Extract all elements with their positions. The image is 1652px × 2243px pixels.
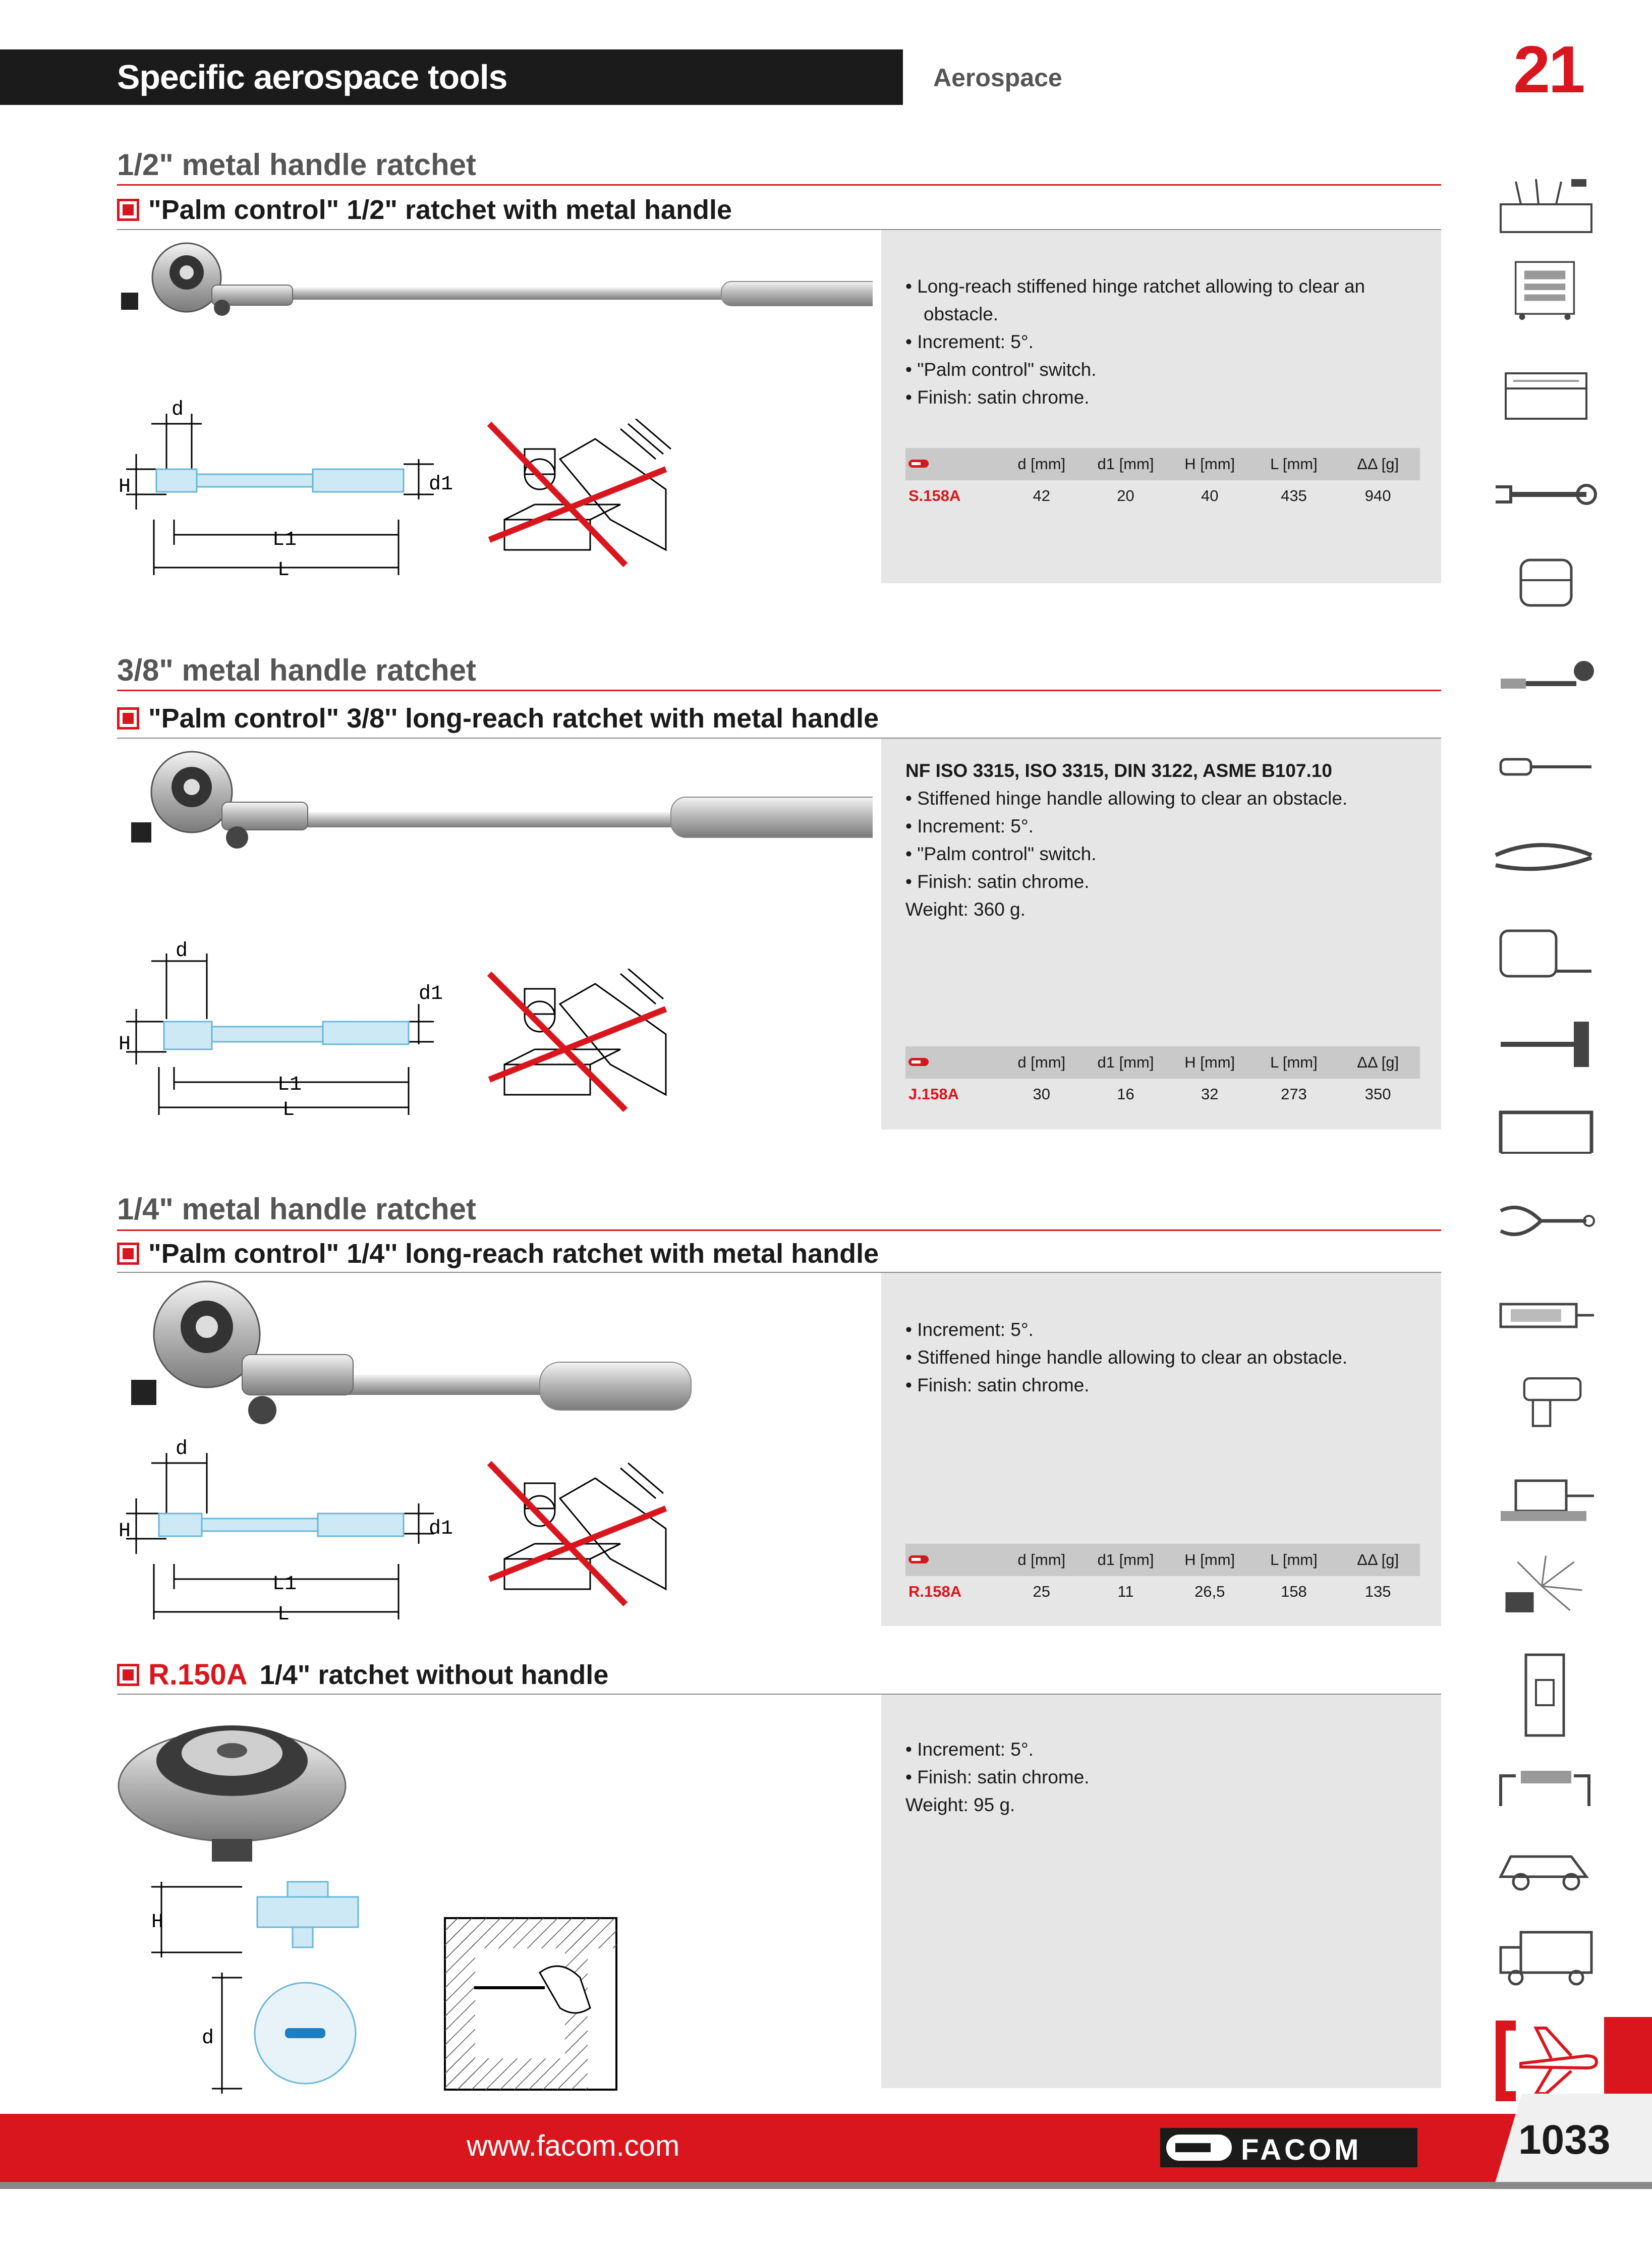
cell-h: 40	[1201, 487, 1219, 504]
puller-icon	[1491, 1191, 1599, 1251]
ratchet-photo	[116, 747, 873, 873]
cell-l: 158	[1281, 1583, 1307, 1600]
product-title	[117, 1238, 879, 1269]
dimension-diagram	[116, 394, 469, 580]
col-d: d [mm]	[1017, 1551, 1066, 1568]
feature-item: • Stiffened hinge handle allowing to clear an obstacle.	[905, 788, 1348, 809]
col-l: L [mm]	[1270, 1551, 1318, 1568]
spec-table-header	[905, 1544, 1420, 1576]
feature-item: • Increment: 5°.	[905, 1319, 1034, 1340]
ratchet-head-photo	[113, 1710, 351, 1867]
cell-d1: 16	[1117, 1085, 1134, 1103]
dim-label-d: d	[176, 940, 188, 963]
product-title-text: "Palm control" 1/4'' long-reach ratchet with metal handle	[148, 1239, 879, 1269]
electrical-icon	[1491, 1650, 1599, 1741]
spec-table-header	[905, 1046, 1420, 1079]
tool-cabinet-icon	[1491, 260, 1599, 320]
feature-list	[905, 1735, 1090, 1819]
col-l: L [mm]	[1270, 455, 1318, 473]
weight-icon: ΔΔ	[1357, 1053, 1382, 1071]
dimension-diagram	[116, 938, 469, 1120]
combination-wrench-icon	[1491, 464, 1599, 525]
dim-label-d1: d1	[429, 1518, 453, 1540]
product-marker-icon	[117, 707, 139, 730]
col-d1: d1 [mm]	[1097, 455, 1154, 473]
safety-icon	[1491, 1554, 1599, 1614]
cell-weight: 135	[1364, 1583, 1391, 1600]
dim-label-d: d	[202, 2027, 214, 2050]
cell-l: 273	[1281, 1085, 1307, 1103]
feature-item: • Finish: satin chrome.	[905, 871, 1090, 892]
chapter-number: 21	[1513, 32, 1583, 106]
dim-label-h: H	[151, 1911, 164, 1934]
electronic-tester-icon	[1491, 1284, 1599, 1344]
spec-table	[905, 1046, 1420, 1110]
product-ref: J.158A	[908, 1085, 959, 1103]
tool-case-icon	[1491, 363, 1599, 424]
col-weight: ΔΔ [g]	[1357, 455, 1399, 473]
screwdriver-icon	[1491, 737, 1599, 797]
hammer-icon	[1491, 1014, 1599, 1075]
col-h: H [mm]	[1184, 455, 1235, 473]
dim-label-d: d	[172, 399, 184, 421]
dim-label-l: L	[277, 559, 290, 580]
weight-text: Weight: 360 g.	[905, 899, 1026, 920]
facom-mini-logo-icon	[908, 458, 932, 469]
dim-label-l: L	[282, 1099, 295, 1120]
table-row	[905, 1576, 1420, 1607]
col-d: d [mm]	[1017, 1053, 1066, 1071]
col-d1: d1 [mm]	[1097, 1053, 1154, 1071]
table-row	[905, 480, 1420, 512]
dim-label-d1: d1	[419, 983, 443, 1005]
vice-icon	[1491, 1466, 1599, 1526]
feature-list	[905, 1316, 1347, 1399]
dim-label-h: H	[119, 476, 131, 498]
cell-d: 25	[1033, 1583, 1051, 1600]
product-marker-icon	[117, 1664, 139, 1686]
footer-stripe	[0, 2182, 1652, 2189]
cell-d: 42	[1033, 487, 1051, 504]
section-divider	[117, 184, 1441, 186]
product-ref: S.158A	[908, 487, 961, 504]
product-ref: R.158A	[908, 1583, 962, 1600]
cell-weight: 350	[1364, 1085, 1391, 1103]
dim-label-d: d	[176, 1438, 188, 1461]
feature-item: • "Palm control" switch.	[905, 359, 1097, 380]
facom-mini-logo-icon	[908, 1554, 932, 1565]
car-icon	[1491, 1836, 1599, 1897]
spec-table	[905, 1544, 1420, 1607]
ratchet-icon	[1491, 646, 1599, 706]
col-h: H [mm]	[1184, 1053, 1235, 1071]
socket-icon	[1491, 550, 1599, 610]
product-marker-icon	[117, 1243, 139, 1265]
chapter-tab	[1604, 2017, 1652, 2105]
product-title-text: "Palm control" 3/8'' long-reach ratchet with metal handle	[148, 703, 879, 734]
feature-item: • Increment: 5°.	[905, 1739, 1034, 1760]
spec-table	[905, 448, 1420, 512]
col-d1: d1 [mm]	[1097, 1551, 1154, 1568]
col-weight: ΔΔ [g]	[1357, 1053, 1399, 1071]
spec-table-header	[905, 448, 1420, 480]
table-row	[905, 1079, 1420, 1110]
feature-item: • Finish: satin chrome.	[905, 1767, 1090, 1787]
col-d: d [mm]	[1017, 455, 1066, 473]
obstacle-illustration	[474, 419, 676, 580]
feature-list	[905, 272, 1365, 411]
dim-label-l: L	[277, 1603, 290, 1624]
website-link[interactable]: www.facom.com	[467, 2129, 680, 2162]
cell-h: 32	[1201, 1085, 1219, 1103]
feature-item: obstacle.	[924, 304, 999, 324]
product-title	[117, 194, 732, 226]
section-divider	[117, 1229, 1441, 1231]
truck-icon	[1491, 1927, 1599, 1988]
facom-mini-logo-icon	[908, 1056, 932, 1068]
dimension-diagram	[116, 1433, 469, 1624]
obstacle-illustration	[474, 1458, 676, 1614]
impact-wrench-icon	[1491, 1370, 1599, 1430]
dim-label-h: H	[119, 1033, 131, 1056]
obstacle-illustration	[474, 969, 676, 1120]
dim-label-h: H	[119, 1520, 131, 1543]
product-title	[117, 703, 879, 734]
usage-illustration	[444, 1917, 618, 2091]
page-title: Specific aerospace tools	[117, 58, 507, 96]
weight-icon: ΔΔ	[1357, 455, 1382, 473]
section-title: 1/4" metal handle ratchet	[117, 1192, 477, 1226]
col-l: L [mm]	[1270, 1053, 1318, 1071]
page-number: 1033	[1518, 2117, 1611, 2163]
dim-label-l1: L1	[272, 529, 297, 551]
product-title-text: "Palm control" 1/2" ratchet with metal handle	[148, 195, 732, 225]
dim-label-d1: d1	[429, 473, 453, 496]
dim-label-l1: L1	[277, 1074, 302, 1096]
category-label: Aerospace	[933, 64, 1062, 92]
hacksaw-icon	[1491, 1102, 1599, 1163]
col-weight: ΔΔ [g]	[1357, 1551, 1399, 1568]
facom-logo	[1160, 2125, 1422, 2171]
cell-h: 26,5	[1194, 1583, 1225, 1600]
cell-l: 435	[1281, 487, 1307, 504]
section-title: 3/8" metal handle ratchet	[117, 653, 477, 687]
feature-item: • Stiffened hinge handle allowing to clear an obstacle.	[905, 1347, 1348, 1368]
feature-item: • Increment: 5°.	[905, 331, 1034, 352]
product-title-text: 1/4" ratchet without handle	[259, 1659, 609, 1690]
feature-item: • Finish: satin chrome.	[905, 1375, 1090, 1395]
section-divider	[117, 690, 1441, 691]
dimension-diagram	[141, 1877, 373, 2094]
product-title	[117, 1658, 608, 1692]
feature-list	[905, 757, 1347, 923]
product-ref-heading: R.150A	[148, 1658, 248, 1691]
feature-item: • Finish: satin chrome.	[905, 387, 1090, 408]
tool-box-icon	[1491, 177, 1599, 237]
weight-icon: ΔΔ	[1357, 1551, 1382, 1568]
facom-logo-text: FACOM	[1241, 2134, 1362, 2166]
standard-reference: NF ISO 3315, ISO 3315, DIN 3122, ASME B107.10	[905, 760, 1332, 781]
weight-text: Weight: 95 g.	[905, 1795, 1015, 1815]
col-h: H [mm]	[1184, 1551, 1235, 1568]
feature-item: • "Palm control" switch.	[905, 844, 1097, 864]
cell-d: 30	[1033, 1085, 1051, 1103]
cell-weight: 940	[1364, 487, 1391, 504]
ratchet-photo	[111, 1279, 797, 1440]
dim-label-l1: L1	[272, 1573, 297, 1596]
lifting-icon	[1491, 1756, 1599, 1816]
ratchet-photo	[116, 237, 873, 348]
aerospace-icon	[1491, 2015, 1599, 2106]
cell-d1: 11	[1117, 1583, 1134, 1600]
cell-d1: 20	[1117, 487, 1134, 504]
tape-measure-icon	[1491, 921, 1599, 981]
product-marker-icon	[117, 199, 139, 221]
feature-item: • Increment: 5°.	[905, 816, 1034, 836]
pliers-icon	[1491, 827, 1599, 888]
feature-item: • Long-reach stiffened hinge ratchet allowing to clear an	[905, 276, 1365, 297]
section-title: 1/2" metal handle ratchet	[117, 148, 477, 182]
